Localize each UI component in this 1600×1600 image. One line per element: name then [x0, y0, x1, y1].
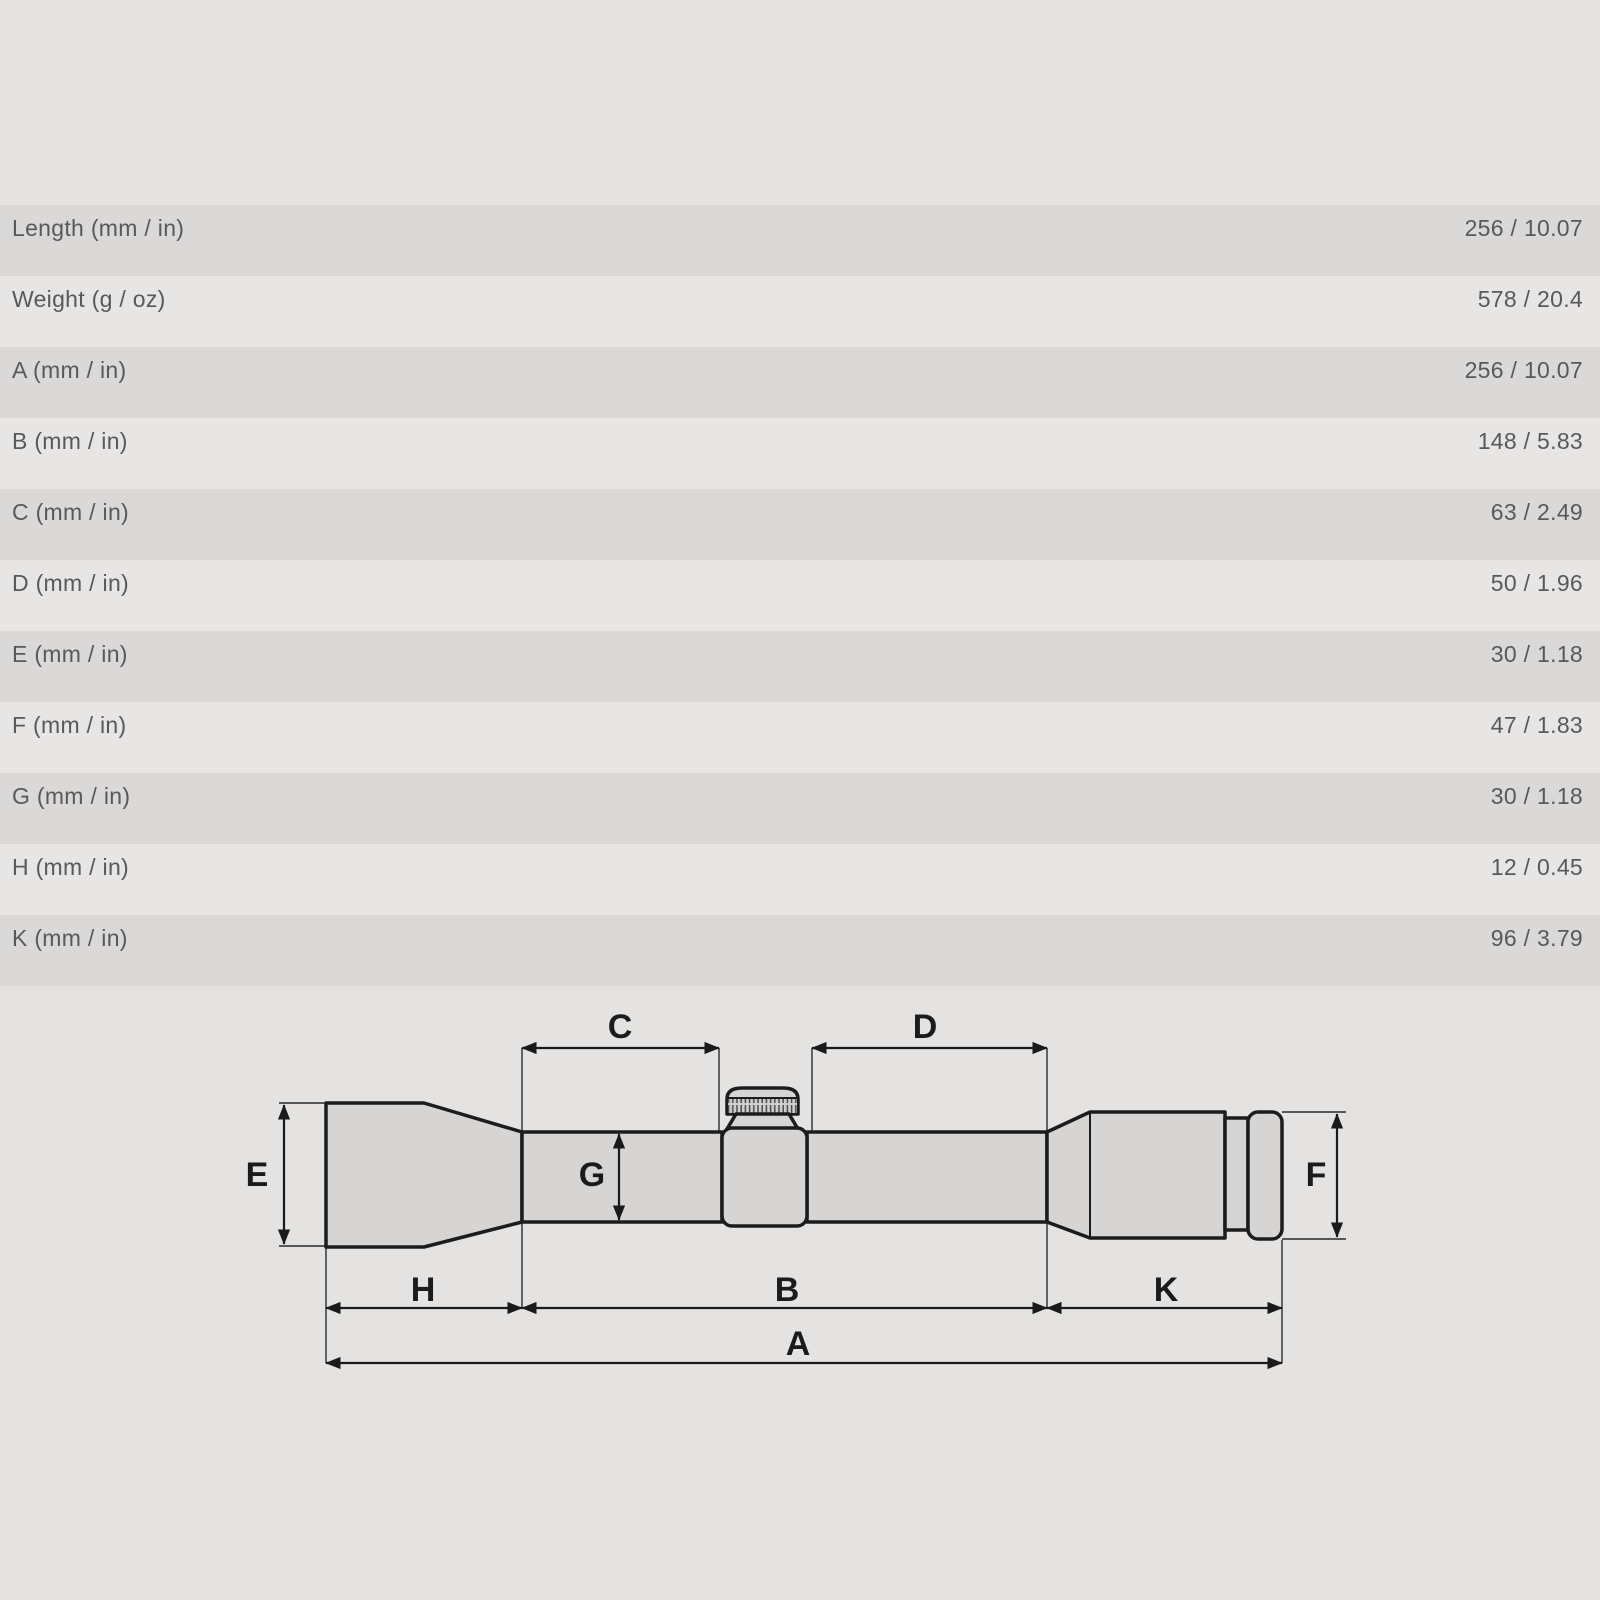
- turret-saddle: [722, 1128, 807, 1226]
- spec-row-g: [0, 773, 1600, 844]
- spec-label: Length (mm / in): [12, 215, 185, 241]
- spec-row-weight: [0, 276, 1600, 347]
- spec-label: B (mm / in): [12, 428, 128, 454]
- spec-label: C (mm / in): [12, 499, 130, 525]
- spec-value: 47 / 1.83: [1490, 712, 1583, 738]
- spec-row-h: [0, 844, 1600, 915]
- eyepiece-groove-ring: [1225, 1118, 1248, 1230]
- spec-label: Weight (g / oz): [12, 286, 166, 312]
- spec-label: A (mm / in): [12, 357, 127, 383]
- dim-label-h: H: [410, 1271, 436, 1309]
- spec-value: 578 / 20.4: [1477, 286, 1583, 312]
- main-tube-right: [807, 1132, 1047, 1222]
- spec-label: H (mm / in): [12, 854, 130, 880]
- dim-label-b: B: [774, 1271, 800, 1309]
- spec-table: [0, 205, 1600, 986]
- spec-value: 63 / 2.49: [1490, 499, 1583, 525]
- spec-value: 96 / 3.79: [1490, 925, 1583, 951]
- spec-value: 30 / 1.18: [1490, 641, 1583, 667]
- objective-bell: [326, 1103, 522, 1247]
- eyepiece-housing: [1047, 1112, 1225, 1238]
- dim-label-g: G: [578, 1156, 606, 1194]
- main-tube-left: [522, 1132, 722, 1222]
- spec-value: 256 / 10.07: [1464, 215, 1583, 241]
- spec-row-d: [0, 560, 1600, 631]
- spec-row-b: [0, 418, 1600, 489]
- scope-dimension-diagram: [0, 988, 1600, 1600]
- dim-label-f: F: [1305, 1156, 1327, 1194]
- dim-label-a: A: [785, 1325, 811, 1363]
- spec-value: 148 / 5.83: [1477, 428, 1583, 454]
- eyepiece-end-ring: [1248, 1112, 1282, 1239]
- spec-row-e: [0, 631, 1600, 702]
- dim-label-c: C: [607, 1008, 633, 1046]
- spec-value: 30 / 1.18: [1490, 783, 1583, 809]
- spec-value: 50 / 1.96: [1490, 570, 1583, 596]
- spec-label: G (mm / in): [12, 783, 131, 809]
- dim-label-e: E: [245, 1156, 269, 1194]
- spec-value: 256 / 10.07: [1464, 357, 1583, 383]
- spec-label: K (mm / in): [12, 925, 128, 951]
- spec-label: D (mm / in): [12, 570, 130, 596]
- dim-label-k: K: [1153, 1271, 1179, 1309]
- dim-label-d: D: [912, 1008, 938, 1046]
- spec-value: 12 / 0.45: [1490, 854, 1583, 880]
- spec-label: F (mm / in): [12, 712, 127, 738]
- turret-knurl-band: [727, 1098, 798, 1114]
- spec-label: E (mm / in): [12, 641, 128, 667]
- spec-row-f: [0, 702, 1600, 773]
- spec-row-a: [0, 347, 1600, 418]
- spec-row-length: [0, 205, 1600, 276]
- scope-drawing: [326, 1088, 1282, 1247]
- spec-row-c: [0, 489, 1600, 560]
- spec-row-k: [0, 915, 1600, 986]
